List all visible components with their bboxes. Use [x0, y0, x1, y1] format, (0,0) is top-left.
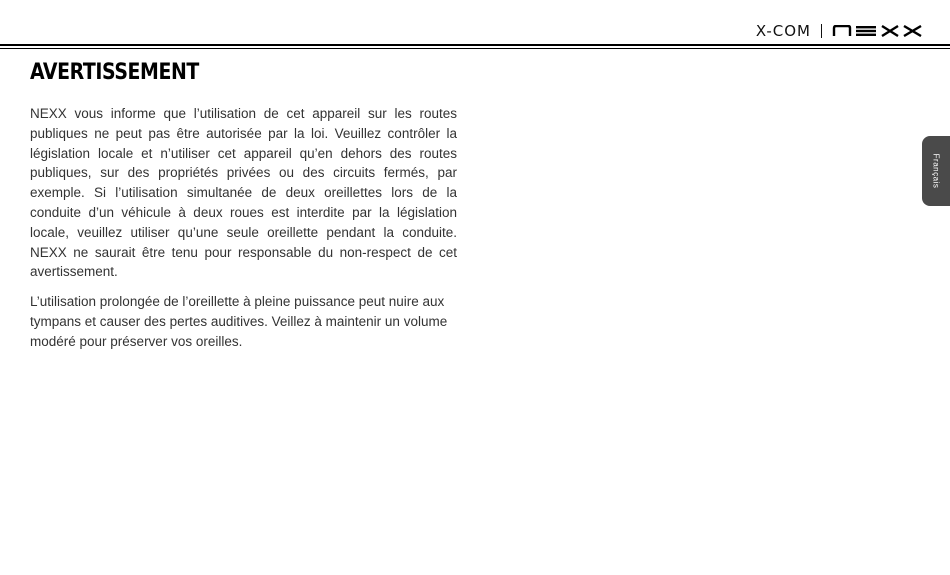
nexx-logo — [832, 25, 924, 37]
header-brand — [756, 22, 924, 40]
header-rule-thin — [0, 48, 950, 49]
language-tab-label: Français — [931, 153, 941, 189]
language-tab[interactable] — [922, 136, 950, 206]
warning-paragraph: NEXX vous informe que l’utilisation de cet appareil sur les routes publiques ne peut pas être autorisée par la loi. Veuillez contrôler la législation locale et n’utiliser cet appareil qu’en dehors des routes publiques, sur des propriétés privées ou des circuits fermés, par exemple. Si l’utilisation simultanée de deux oreillettes lors de la conduite d’un véhicule à deux roues est interdite par la législation locale, veuillez utiliser qu’une seule oreillette pendant la conduite. NEXX ne saurait être tenu pour responsable du non-respect de cet avertissement. — [30, 106, 457, 280]
hearing-paragraph: L’utilisation prolongée de l’oreillette à pleine puissance peut nuire aux tympans et causer des pertes auditives. Veillez à maintenir un volume modéré pour préserver vos oreilles. — [30, 294, 448, 349]
page-title: AVERTISSEMENT — [30, 60, 199, 85]
header-rule — [0, 44, 950, 46]
header-separator — [821, 24, 822, 38]
model-name: X-COM — [755, 22, 811, 40]
body-text — [30, 104, 457, 362]
